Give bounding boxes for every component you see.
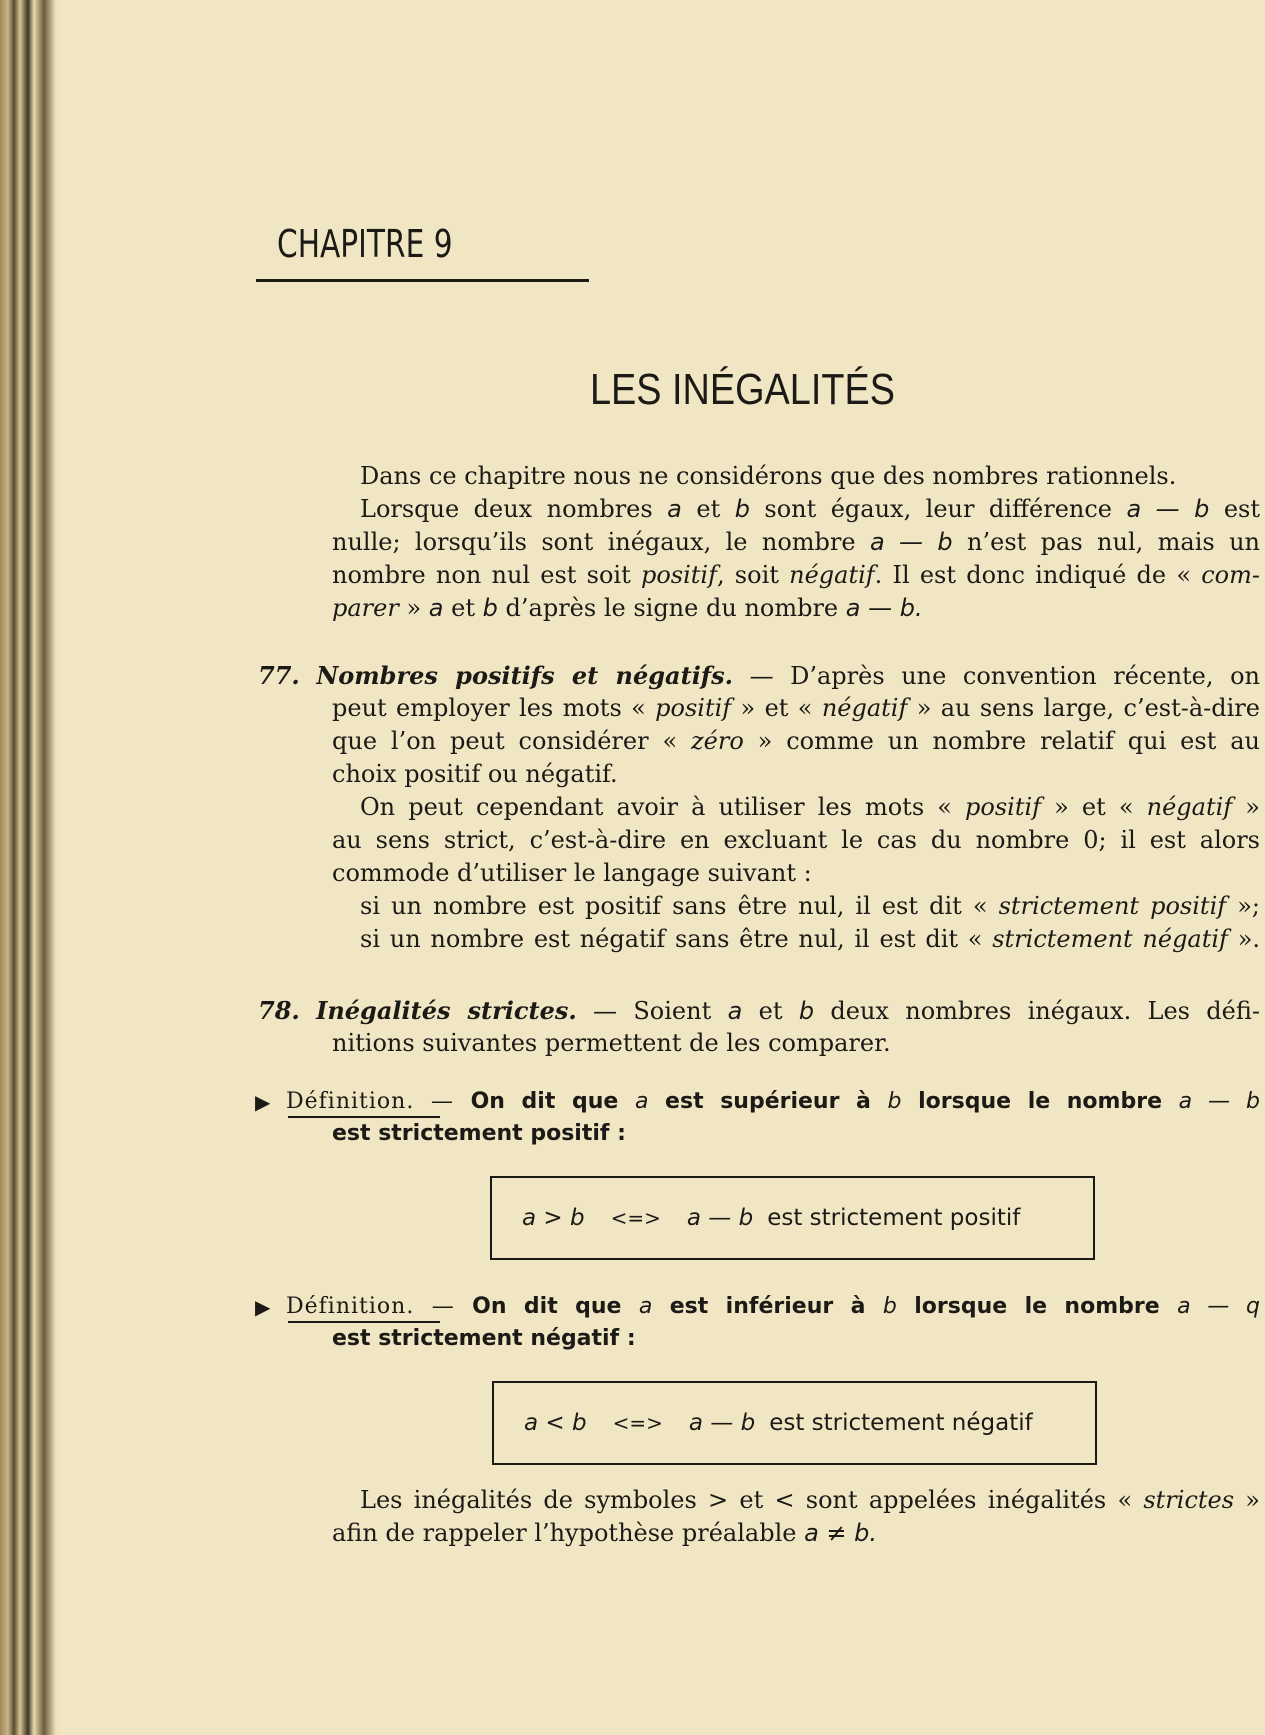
definition-1-box: a > b <=> a — b est strictement positif	[490, 1176, 1095, 1260]
chapter-label: CHAPITRE 9	[277, 222, 453, 266]
book-page	[62, 0, 1265, 1735]
intro-paragraph	[332, 460, 1260, 625]
section-78	[258, 994, 1260, 1028]
equivalence-arrow-icon: <=>	[612, 1411, 663, 1435]
intro-line: nulle; lorsqu’ils sont inégaux, le nombre a — b n’est pas nul, mais un	[332, 528, 1260, 556]
definition-2	[286, 1290, 1260, 1323]
intro-line: Dans ce chapitre nous ne considérons que des nombres rationnels.	[360, 462, 1177, 490]
definition-2-line: est strictement négatif :	[332, 1326, 636, 1351]
closing-paragraph	[332, 1484, 1260, 1550]
closing-line: Les inégalités de symboles > et < sont appelées inégalités « strictes »	[360, 1486, 1260, 1514]
book-binding	[0, 0, 62, 1735]
definition-2-cont	[332, 1322, 1260, 1355]
section-77-body	[332, 692, 1260, 956]
section-77-line: commode d’utiliser le langage suivant :	[332, 859, 812, 887]
section-77-line: choix positif ou négatif.	[332, 760, 618, 788]
section-77-line: On peut cependant avoir à utiliser les mots « positif » et « négatif »	[360, 793, 1260, 821]
equivalence-arrow-icon: <=>	[610, 1206, 661, 1230]
definition-2-box: a < b <=> a — b est strictement négatif	[492, 1381, 1097, 1465]
chapter-underline	[256, 279, 589, 282]
arrow-marker-icon: ▶	[255, 1295, 271, 1319]
section-77-line: si un nombre est négatif sans être nul, il est dit « strictement négatif ».	[360, 925, 1260, 953]
intro-line: Lorsque deux nombres a et b sont égaux, leur différence a — b est	[360, 495, 1260, 523]
section-77-line: peut employer les mots « positif » et « négatif » au sens large, c’est-à-dire	[332, 694, 1260, 722]
section-77	[258, 659, 1260, 693]
intro-line: nombre non nul est soit positif, soit négatif. Il est donc indiqué de « com-	[332, 561, 1260, 589]
section-77-line: si un nombre est positif sans être nul, il est dit « strictement positif »;	[360, 892, 1260, 920]
definition-2-line: Définition. — On dit que a est inférieur à b lorsque le nombre a — q	[286, 1294, 1260, 1319]
arrow-marker-icon: ▶	[255, 1090, 271, 1114]
closing-line: afin de rappeler l’hypothèse préalable a ≠ b.	[332, 1519, 878, 1547]
section-77-line: au sens strict, c’est-à-dire en excluant le cas du nombre 0; il est alors	[332, 826, 1260, 854]
section-78-line: 78. Inégalités strictes. — Soient a et b deux nombres inégaux. Les défi-	[258, 996, 1260, 1025]
section-77-line: que l’on peut considérer « zéro » comme un nombre relatif qui est au	[332, 727, 1260, 755]
intro-line: parer » a et b d’après le signe du nombre a — b.	[332, 594, 923, 622]
chapter-title: LES INÉGALITÉS	[590, 365, 895, 414]
section-78-body	[332, 1027, 1260, 1060]
definition-1	[286, 1085, 1260, 1118]
definition-1-line: Définition. — On dit que a est supérieur à b lorsque le nombre a — b	[286, 1089, 1260, 1114]
section-77-line: 77. Nombres positifs et négatifs. — D’après une convention récente, on	[258, 661, 1260, 690]
section-78-line: nitions suivantes permettent de les comparer.	[332, 1029, 891, 1057]
definition-1-cont	[332, 1117, 1260, 1150]
definition-1-line: est strictement positif :	[332, 1121, 626, 1146]
